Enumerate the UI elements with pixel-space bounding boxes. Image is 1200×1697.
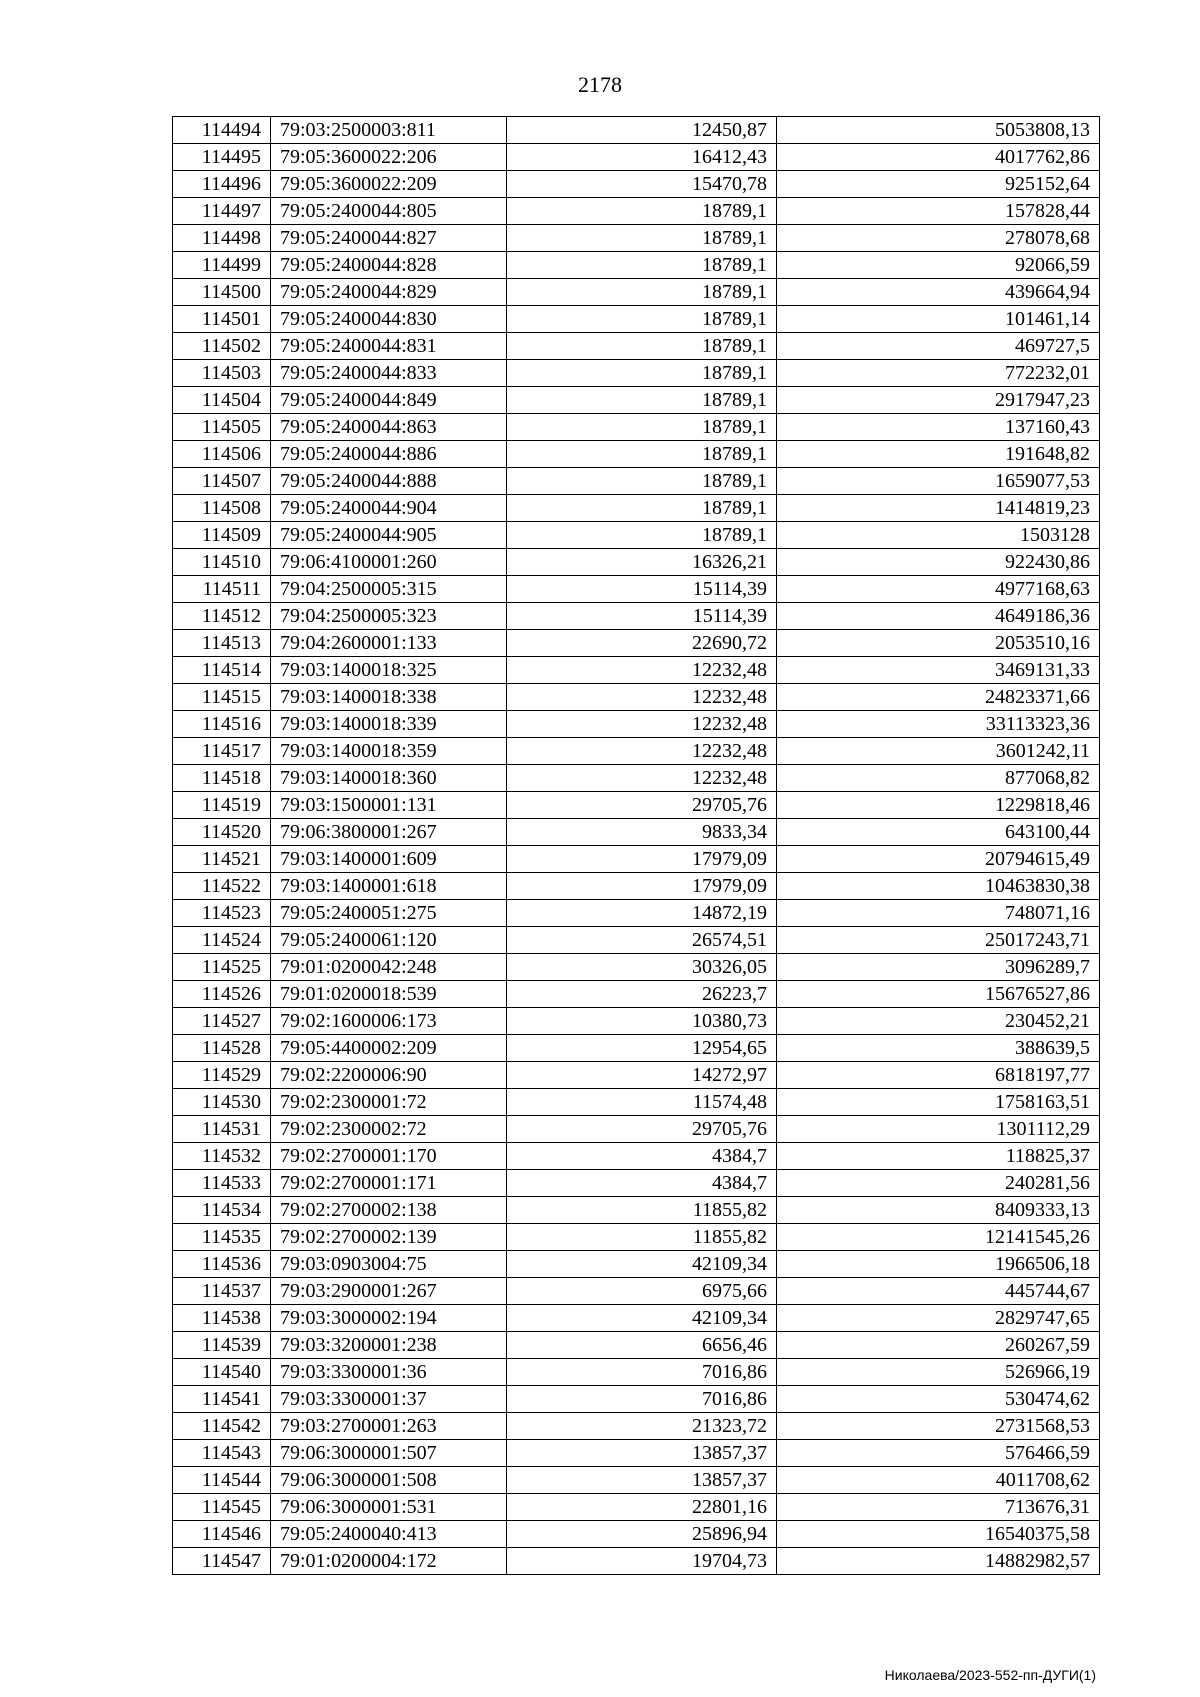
row-number-cell: 114539 <box>173 1332 271 1359</box>
table-row <box>173 576 1100 603</box>
row-number-cell: 114533 <box>173 1170 271 1197</box>
table-row <box>173 1278 1100 1305</box>
cadastral-number-cell: 79:06:3800001:267 <box>271 819 507 846</box>
cadastral-number-cell: 79:03:1400001:609 <box>271 846 507 873</box>
cadastral-number-cell: 79:03:1400018:360 <box>271 765 507 792</box>
specific-value-cell: 18789,1 <box>507 198 777 225</box>
table-row <box>173 1143 1100 1170</box>
cadastral-value-cell: 14882982,57 <box>777 1548 1100 1575</box>
cadastral-value-cell: 4017762,86 <box>777 144 1100 171</box>
row-number-cell: 114516 <box>173 711 271 738</box>
row-number-cell: 114545 <box>173 1494 271 1521</box>
row-number-cell: 114544 <box>173 1467 271 1494</box>
specific-value-cell: 17979,09 <box>507 873 777 900</box>
row-number-cell: 114527 <box>173 1008 271 1035</box>
table-row <box>173 981 1100 1008</box>
cadastral-number-cell: 79:03:1400018:359 <box>271 738 507 765</box>
table-row <box>173 603 1100 630</box>
row-number-cell: 114504 <box>173 387 271 414</box>
row-number-cell: 114530 <box>173 1089 271 1116</box>
cadastral-number-cell: 79:03:1400018:339 <box>271 711 507 738</box>
row-number-cell: 114509 <box>173 522 271 549</box>
row-number-cell: 114501 <box>173 306 271 333</box>
cadastral-number-cell: 79:05:3600022:206 <box>271 144 507 171</box>
row-number-cell: 114526 <box>173 981 271 1008</box>
specific-value-cell: 18789,1 <box>507 522 777 549</box>
cadastral-number-cell: 79:02:2700001:170 <box>271 1143 507 1170</box>
specific-value-cell: 12232,48 <box>507 765 777 792</box>
row-number-cell: 114494 <box>173 117 271 144</box>
row-number-cell: 114502 <box>173 333 271 360</box>
row-number-cell: 114519 <box>173 792 271 819</box>
row-number-cell: 114529 <box>173 1062 271 1089</box>
row-number-cell: 114513 <box>173 630 271 657</box>
table-row <box>173 360 1100 387</box>
specific-value-cell: 11574,48 <box>507 1089 777 1116</box>
row-number-cell: 114496 <box>173 171 271 198</box>
cadastral-value-cell: 118825,37 <box>777 1143 1100 1170</box>
table-row <box>173 684 1100 711</box>
document-footer-id: Николаева/2023-552-пп-ДУГИ(1) <box>884 1667 1096 1683</box>
cadastral-value-cell: 1414819,23 <box>777 495 1100 522</box>
cadastral-number-cell: 79:02:2700002:138 <box>271 1197 507 1224</box>
row-number-cell: 114523 <box>173 900 271 927</box>
table-row <box>173 954 1100 981</box>
cadastral-number-cell: 79:05:2400044:905 <box>271 522 507 549</box>
specific-value-cell: 12232,48 <box>507 684 777 711</box>
specific-value-cell: 13857,37 <box>507 1467 777 1494</box>
cadastral-number-cell: 79:05:4400002:209 <box>271 1035 507 1062</box>
specific-value-cell: 4384,7 <box>507 1170 777 1197</box>
cadastral-number-cell: 79:04:2600001:133 <box>271 630 507 657</box>
specific-value-cell: 15114,39 <box>507 603 777 630</box>
cadastral-value-cell: 925152,64 <box>777 171 1100 198</box>
cadastral-value-cell: 2829747,65 <box>777 1305 1100 1332</box>
specific-value-cell: 42109,34 <box>507 1305 777 1332</box>
cadastral-number-cell: 79:03:0903004:75 <box>271 1251 507 1278</box>
cadastral-number-cell: 79:04:2500005:323 <box>271 603 507 630</box>
row-number-cell: 114497 <box>173 198 271 225</box>
row-number-cell: 114517 <box>173 738 271 765</box>
cadastral-number-cell: 79:02:2200006:90 <box>271 1062 507 1089</box>
specific-value-cell: 16412,43 <box>507 144 777 171</box>
cadastral-value-cell: 3096289,7 <box>777 954 1100 981</box>
cadastral-value-cell: 191648,82 <box>777 441 1100 468</box>
cadastral-number-cell: 79:04:2500005:315 <box>271 576 507 603</box>
cadastral-number-cell: 79:03:2900001:267 <box>271 1278 507 1305</box>
cadastral-number-cell: 79:03:2500003:811 <box>271 117 507 144</box>
specific-value-cell: 42109,34 <box>507 1251 777 1278</box>
table-row <box>173 1170 1100 1197</box>
specific-value-cell: 29705,76 <box>507 792 777 819</box>
cadastral-value-cell: 388639,5 <box>777 1035 1100 1062</box>
table-row <box>173 1467 1100 1494</box>
cadastral-value-cell: 260267,59 <box>777 1332 1100 1359</box>
row-number-cell: 114510 <box>173 549 271 576</box>
table-row <box>173 144 1100 171</box>
cadastral-value-cell: 445744,67 <box>777 1278 1100 1305</box>
table-body <box>173 117 1100 1575</box>
table-row <box>173 738 1100 765</box>
table-row <box>173 441 1100 468</box>
cadastral-number-cell: 79:03:1400018:325 <box>271 657 507 684</box>
cadastral-number-cell: 79:05:2400044:830 <box>271 306 507 333</box>
row-number-cell: 114540 <box>173 1359 271 1386</box>
row-number-cell: 114499 <box>173 252 271 279</box>
cadastral-number-cell: 79:01:0200018:539 <box>271 981 507 1008</box>
table-row <box>173 171 1100 198</box>
specific-value-cell: 30326,05 <box>507 954 777 981</box>
cadastral-value-table <box>172 116 1100 1575</box>
table-row <box>173 873 1100 900</box>
specific-value-cell: 9833,34 <box>507 819 777 846</box>
row-number-cell: 114511 <box>173 576 271 603</box>
table-row <box>173 1548 1100 1575</box>
table-row <box>173 1359 1100 1386</box>
specific-value-cell: 14872,19 <box>507 900 777 927</box>
cadastral-number-cell: 79:03:1400018:338 <box>271 684 507 711</box>
specific-value-cell: 18789,1 <box>507 414 777 441</box>
row-number-cell: 114506 <box>173 441 271 468</box>
table-row <box>173 1197 1100 1224</box>
specific-value-cell: 12232,48 <box>507 711 777 738</box>
specific-value-cell: 14272,97 <box>507 1062 777 1089</box>
cadastral-number-cell: 79:06:3000001:508 <box>271 1467 507 1494</box>
table-row <box>173 495 1100 522</box>
table-row <box>173 846 1100 873</box>
cadastral-value-cell: 530474,62 <box>777 1386 1100 1413</box>
specific-value-cell: 10380,73 <box>507 1008 777 1035</box>
cadastral-value-cell: 8409333,13 <box>777 1197 1100 1224</box>
specific-value-cell: 18789,1 <box>507 252 777 279</box>
cadastral-value-cell: 922430,86 <box>777 549 1100 576</box>
table-row <box>173 279 1100 306</box>
cadastral-number-cell: 79:05:2400044:828 <box>271 252 507 279</box>
cadastral-number-cell: 79:02:1600006:173 <box>271 1008 507 1035</box>
row-number-cell: 114505 <box>173 414 271 441</box>
specific-value-cell: 12232,48 <box>507 738 777 765</box>
cadastral-number-cell: 79:02:2700001:171 <box>271 1170 507 1197</box>
cadastral-number-cell: 79:06:4100001:260 <box>271 549 507 576</box>
cadastral-number-cell: 79:05:2400044:904 <box>271 495 507 522</box>
row-number-cell: 114518 <box>173 765 271 792</box>
specific-value-cell: 18789,1 <box>507 360 777 387</box>
specific-value-cell: 7016,86 <box>507 1359 777 1386</box>
row-number-cell: 114542 <box>173 1413 271 1440</box>
cadastral-number-cell: 79:05:2400044:863 <box>271 414 507 441</box>
cadastral-value-cell: 772232,01 <box>777 360 1100 387</box>
row-number-cell: 114515 <box>173 684 271 711</box>
page-number: 2178 <box>578 72 622 97</box>
cadastral-value-cell: 20794615,49 <box>777 846 1100 873</box>
table-row <box>173 1251 1100 1278</box>
table-row <box>173 792 1100 819</box>
cadastral-value-cell: 643100,44 <box>777 819 1100 846</box>
table-row <box>173 252 1100 279</box>
row-number-cell: 114536 <box>173 1251 271 1278</box>
row-number-cell: 114546 <box>173 1521 271 1548</box>
specific-value-cell: 18789,1 <box>507 225 777 252</box>
specific-value-cell: 6975,66 <box>507 1278 777 1305</box>
cadastral-value-cell: 12141545,26 <box>777 1224 1100 1251</box>
cadastral-value-cell: 526966,19 <box>777 1359 1100 1386</box>
specific-value-cell: 26223,7 <box>507 981 777 1008</box>
specific-value-cell: 18789,1 <box>507 495 777 522</box>
row-number-cell: 114531 <box>173 1116 271 1143</box>
cadastral-value-cell: 24823371,66 <box>777 684 1100 711</box>
cadastral-number-cell: 79:05:2400044:833 <box>271 360 507 387</box>
specific-value-cell: 4384,7 <box>507 1143 777 1170</box>
table-row <box>173 1062 1100 1089</box>
table-row <box>173 927 1100 954</box>
table-row <box>173 765 1100 792</box>
table-row <box>173 1440 1100 1467</box>
cadastral-value-cell: 137160,43 <box>777 414 1100 441</box>
table-row <box>173 711 1100 738</box>
row-number-cell: 114503 <box>173 360 271 387</box>
specific-value-cell: 29705,76 <box>507 1116 777 1143</box>
specific-value-cell: 18789,1 <box>507 441 777 468</box>
cadastral-value-cell: 1659077,53 <box>777 468 1100 495</box>
table-row <box>173 117 1100 144</box>
table-row <box>173 468 1100 495</box>
row-number-cell: 114532 <box>173 1143 271 1170</box>
table-row <box>173 1386 1100 1413</box>
row-number-cell: 114512 <box>173 603 271 630</box>
specific-value-cell: 18789,1 <box>507 333 777 360</box>
specific-value-cell: 26574,51 <box>507 927 777 954</box>
table-row <box>173 1521 1100 1548</box>
table-row <box>173 387 1100 414</box>
cadastral-value-cell: 3601242,11 <box>777 738 1100 765</box>
table-row <box>173 630 1100 657</box>
cadastral-number-cell: 79:03:3300001:36 <box>271 1359 507 1386</box>
cadastral-value-cell: 576466,59 <box>777 1440 1100 1467</box>
row-number-cell: 114498 <box>173 225 271 252</box>
cadastral-value-cell: 101461,14 <box>777 306 1100 333</box>
row-number-cell: 114507 <box>173 468 271 495</box>
cadastral-number-cell: 79:03:3200001:238 <box>271 1332 507 1359</box>
cadastral-number-cell: 79:05:2400044:888 <box>271 468 507 495</box>
cadastral-number-cell: 79:02:2700002:139 <box>271 1224 507 1251</box>
cadastral-number-cell: 79:03:1400001:618 <box>271 873 507 900</box>
cadastral-value-cell: 16540375,58 <box>777 1521 1100 1548</box>
table-row <box>173 1413 1100 1440</box>
specific-value-cell: 21323,72 <box>507 1413 777 1440</box>
cadastral-number-cell: 79:01:0200004:172 <box>271 1548 507 1575</box>
specific-value-cell: 11855,82 <box>507 1197 777 1224</box>
cadastral-number-cell: 79:05:2400040:413 <box>271 1521 507 1548</box>
row-number-cell: 114500 <box>173 279 271 306</box>
table-row <box>173 414 1100 441</box>
cadastral-value-cell: 3469131,33 <box>777 657 1100 684</box>
cadastral-value-cell: 877068,82 <box>777 765 1100 792</box>
cadastral-value-cell: 33113323,36 <box>777 711 1100 738</box>
table-row <box>173 1332 1100 1359</box>
cadastral-value-cell: 4011708,62 <box>777 1467 1100 1494</box>
table-row <box>173 225 1100 252</box>
cadastral-number-cell: 79:05:2400061:120 <box>271 927 507 954</box>
cadastral-number-cell: 79:05:3600022:209 <box>271 171 507 198</box>
row-number-cell: 114538 <box>173 1305 271 1332</box>
row-number-cell: 114525 <box>173 954 271 981</box>
table-row <box>173 1008 1100 1035</box>
cadastral-value-cell: 157828,44 <box>777 198 1100 225</box>
cadastral-number-cell: 79:03:3000002:194 <box>271 1305 507 1332</box>
cadastral-number-cell: 79:05:2400044:829 <box>271 279 507 306</box>
table-row <box>173 819 1100 846</box>
cadastral-number-cell: 79:03:2700001:263 <box>271 1413 507 1440</box>
specific-value-cell: 18789,1 <box>507 306 777 333</box>
specific-value-cell: 22690,72 <box>507 630 777 657</box>
table-row <box>173 549 1100 576</box>
specific-value-cell: 11855,82 <box>507 1224 777 1251</box>
specific-value-cell: 17979,09 <box>507 846 777 873</box>
table-row <box>173 1305 1100 1332</box>
cadastral-value-cell: 278078,68 <box>777 225 1100 252</box>
cadastral-value-cell: 230452,21 <box>777 1008 1100 1035</box>
cadastral-value-cell: 5053808,13 <box>777 117 1100 144</box>
specific-value-cell: 12954,65 <box>507 1035 777 1062</box>
row-number-cell: 114514 <box>173 657 271 684</box>
cadastral-value-cell: 1758163,51 <box>777 1089 1100 1116</box>
cadastral-number-cell: 79:03:1500001:131 <box>271 792 507 819</box>
cadastral-number-cell: 79:05:2400044:849 <box>271 387 507 414</box>
row-number-cell: 114541 <box>173 1386 271 1413</box>
cadastral-number-cell: 79:02:2300002:72 <box>271 1116 507 1143</box>
row-number-cell: 114547 <box>173 1548 271 1575</box>
cadastral-number-cell: 79:05:2400044:805 <box>271 198 507 225</box>
table-row <box>173 306 1100 333</box>
specific-value-cell: 25896,94 <box>507 1521 777 1548</box>
cadastral-number-cell: 79:06:3000001:531 <box>271 1494 507 1521</box>
cadastral-value-cell: 1966506,18 <box>777 1251 1100 1278</box>
cadastral-number-cell: 79:01:0200042:248 <box>271 954 507 981</box>
cadastral-value-cell: 4649186,36 <box>777 603 1100 630</box>
table-row <box>173 522 1100 549</box>
cadastral-value-cell: 240281,56 <box>777 1170 1100 1197</box>
table-row <box>173 657 1100 684</box>
specific-value-cell: 18789,1 <box>507 279 777 306</box>
table-row <box>173 1494 1100 1521</box>
specific-value-cell: 6656,46 <box>507 1332 777 1359</box>
row-number-cell: 114521 <box>173 846 271 873</box>
table-row <box>173 900 1100 927</box>
row-number-cell: 114537 <box>173 1278 271 1305</box>
cadastral-value-cell: 1301112,29 <box>777 1116 1100 1143</box>
cadastral-value-cell: 92066,59 <box>777 252 1100 279</box>
cadastral-value-cell: 10463830,38 <box>777 873 1100 900</box>
cadastral-number-cell: 79:02:2300001:72 <box>271 1089 507 1116</box>
cadastral-value-cell: 2917947,23 <box>777 387 1100 414</box>
cadastral-value-cell: 748071,16 <box>777 900 1100 927</box>
row-number-cell: 114508 <box>173 495 271 522</box>
cadastral-value-cell: 439664,94 <box>777 279 1100 306</box>
specific-value-cell: 15114,39 <box>507 576 777 603</box>
table-row <box>173 1224 1100 1251</box>
table-row <box>173 198 1100 225</box>
cadastral-value-cell: 6818197,77 <box>777 1062 1100 1089</box>
row-number-cell: 114534 <box>173 1197 271 1224</box>
specific-value-cell: 7016,86 <box>507 1386 777 1413</box>
cadastral-number-cell: 79:05:2400044:827 <box>271 225 507 252</box>
row-number-cell: 114520 <box>173 819 271 846</box>
specific-value-cell: 16326,21 <box>507 549 777 576</box>
cadastral-value-cell: 2053510,16 <box>777 630 1100 657</box>
row-number-cell: 114535 <box>173 1224 271 1251</box>
cadastral-value-cell: 469727,5 <box>777 333 1100 360</box>
cadastral-number-cell: 79:05:2400044:831 <box>271 333 507 360</box>
row-number-cell: 114522 <box>173 873 271 900</box>
cadastral-value-cell: 713676,31 <box>777 1494 1100 1521</box>
cadastral-value-cell: 1229818,46 <box>777 792 1100 819</box>
specific-value-cell: 18789,1 <box>507 387 777 414</box>
cadastral-number-cell: 79:06:3000001:507 <box>271 1440 507 1467</box>
cadastral-value-cell: 2731568,53 <box>777 1413 1100 1440</box>
table-row <box>173 333 1100 360</box>
specific-value-cell: 18789,1 <box>507 468 777 495</box>
table-row <box>173 1089 1100 1116</box>
cadastral-value-cell: 15676527,86 <box>777 981 1100 1008</box>
table-row <box>173 1035 1100 1062</box>
cadastral-value-cell: 25017243,71 <box>777 927 1100 954</box>
specific-value-cell: 19704,73 <box>507 1548 777 1575</box>
table-row <box>173 1116 1100 1143</box>
cadastral-value-cell: 4977168,63 <box>777 576 1100 603</box>
cadastral-number-cell: 79:05:2400051:275 <box>271 900 507 927</box>
specific-value-cell: 22801,16 <box>507 1494 777 1521</box>
specific-value-cell: 12232,48 <box>507 657 777 684</box>
specific-value-cell: 15470,78 <box>507 171 777 198</box>
cadastral-value-cell: 1503128 <box>777 522 1100 549</box>
specific-value-cell: 12450,87 <box>507 117 777 144</box>
cadastral-number-cell: 79:03:3300001:37 <box>271 1386 507 1413</box>
row-number-cell: 114528 <box>173 1035 271 1062</box>
row-number-cell: 114524 <box>173 927 271 954</box>
row-number-cell: 114495 <box>173 144 271 171</box>
specific-value-cell: 13857,37 <box>507 1440 777 1467</box>
row-number-cell: 114543 <box>173 1440 271 1467</box>
cadastral-number-cell: 79:05:2400044:886 <box>271 441 507 468</box>
